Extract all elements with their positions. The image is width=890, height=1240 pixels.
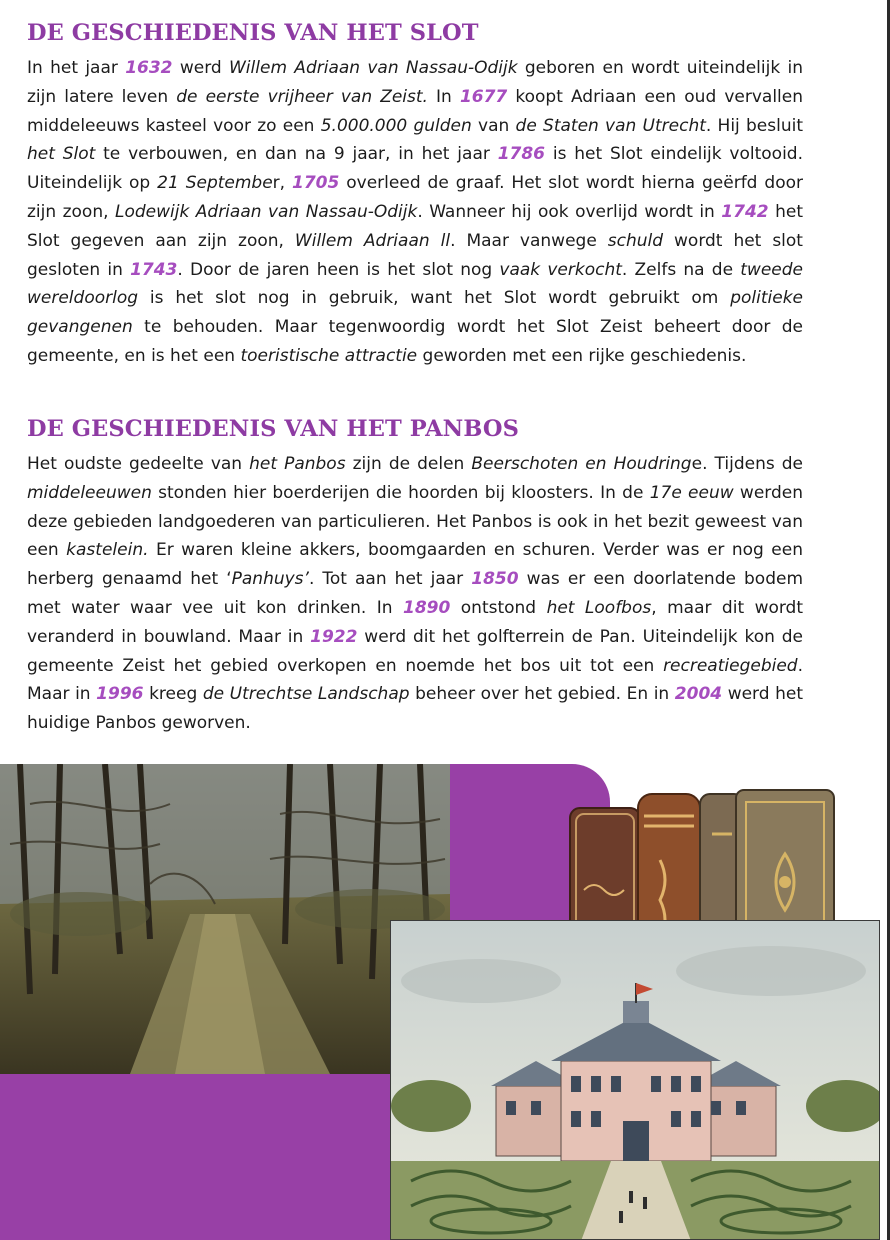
italic-text: recreatiegebied: [663, 655, 798, 676]
text-run: beheer over het gebied. En in: [409, 684, 675, 705]
text-run: ontstond: [450, 597, 547, 618]
text-run: r,: [272, 173, 292, 194]
italic-text: het Loofbos: [546, 597, 652, 618]
text-run: wordt het slot gesloten in: [27, 230, 803, 280]
italic-text: de Utrechtse Landschap: [202, 684, 410, 705]
text-run: stonden hier boerderijen die hoorden bij kloosters. In de: [151, 482, 650, 503]
text-run: Het oudste gedeelte van: [27, 454, 250, 474]
text-run: van: [471, 115, 516, 136]
year-highlight: 1996: [96, 684, 144, 705]
text-run: is het Slot eindelijk voltooid. Uiteindelijk op: [27, 144, 804, 194]
section-heading-slot: DE GESCHIEDENIS VAN HET SLOT: [27, 20, 479, 46]
italic-text: politieke gevangenen: [27, 288, 803, 338]
text-run: . Maar in: [27, 655, 803, 705]
italic-text: Willem Adriaan ll: [294, 230, 451, 251]
text-run: Er waren kleine akkers, boomgaarden en schuren. Verder was er nog een herberg genaamd het ‘: [27, 540, 803, 590]
italic-text: 21 Septembe: [157, 173, 273, 194]
forest-path-photo-icon: [0, 764, 450, 1074]
text-run: werd: [172, 58, 229, 78]
text-run: was er een doorlatende bodem met water waar vee uit kon drinken. In: [27, 569, 804, 618]
text-run: overleed de graaf. Het slot wordt hierna geërfd door zijn zoon,: [27, 173, 803, 222]
text-run: . Zelfs na de: [621, 259, 741, 280]
year-highlight: 1705: [292, 173, 340, 194]
text-run: werd dit het golfterrein de Pan. Uiteindelijk kon de gemeente Zeist het gebied overkopen en noemde het bos uit tot een: [27, 626, 803, 676]
text-run: , maar dit wordt veranderd in bouwland. Maar in: [27, 597, 804, 647]
italic-text: Panhuys’: [231, 569, 309, 590]
text-run: . Hij besluit: [705, 115, 804, 136]
text-run: kreeg: [143, 684, 203, 705]
italic-text: Willem Adriaan van Nassau-Odijk: [229, 58, 518, 78]
italic-text: 5.000.000 gulden: [320, 115, 472, 136]
text-run: is het slot nog in gebruik, want het Slot wordt gebruikt om: [138, 288, 731, 309]
italic-text: de Staten van Utrecht: [515, 115, 706, 136]
text-run: zijn de delen: [345, 454, 472, 474]
italic-text: het Panbos: [249, 454, 346, 474]
text-run: . Tot aan het jaar: [308, 569, 472, 590]
italic-text: vaak verkocht: [499, 259, 622, 280]
section-heading-panbos: DE GESCHIEDENIS VAN HET PANBOS: [27, 416, 519, 442]
year-highlight: 1786: [497, 144, 546, 165]
text-run: te behouden. Maar tegenwoordig wordt het Slot Zeist beheert door de gemeente, en is het een: [27, 317, 803, 366]
text-run: geworden met een rijke geschiedenis.: [417, 345, 747, 366]
castle-engraving-icon: [390, 920, 880, 1240]
text-run: . Door de jaren heen is het slot nog: [177, 259, 500, 280]
year-highlight: 1850: [471, 569, 519, 590]
purple-accent-band: [0, 1074, 400, 1240]
italic-text: middeleeuwen: [27, 482, 152, 503]
text-run: geboren en wordt uiteindelijk in zijn latere leven: [27, 58, 804, 107]
text-run: . Wanneer hij ook overlijd wordt in: [417, 201, 722, 222]
text-run: het Slot gegeven aan zijn zoon,: [27, 201, 803, 251]
italic-text: tweede wereldoorlog: [27, 259, 804, 309]
year-highlight: 1742: [721, 201, 769, 222]
italic-text: Beerschoten en Houdring: [471, 454, 692, 474]
text-run: werden deze gebieden landgoederen van particulieren. Het Panbos is ook in het bezit geweest van een: [27, 482, 804, 561]
section-panbos-history: [27, 416, 803, 738]
text-run: In het jaar: [27, 58, 126, 78]
paragraph-panbos: [27, 450, 803, 738]
italic-text: schuld: [607, 230, 664, 251]
italic-text: kastelein.: [66, 540, 149, 561]
year-highlight: 1890: [402, 597, 451, 618]
text-run: . Maar vanwege: [450, 230, 608, 251]
year-highlight: 1743: [130, 259, 178, 280]
italic-text: het Slot: [27, 144, 96, 165]
year-highlight: 1922: [310, 626, 358, 647]
year-highlight: 1632: [125, 58, 173, 78]
text-run: te verbouwen, en dan na 9 jaar, in het jaar: [95, 144, 498, 165]
paragraph-slot: [27, 54, 803, 371]
italic-text: toeristische attractie: [240, 345, 418, 366]
italic-text: 17e eeuw: [649, 482, 734, 503]
text-run: In: [427, 86, 460, 107]
year-highlight: 1677: [459, 86, 508, 107]
section-slot-history: [27, 20, 803, 371]
text-run: werd het huidige Panbos geworven.: [27, 684, 804, 734]
year-highlight: 2004: [674, 684, 723, 705]
italic-text: Lodewijk Adriaan van Nassau-Odijk: [114, 201, 418, 222]
text-run: koopt Adriaan een oud vervallen middeleeuws kasteel voor zo een: [27, 86, 803, 136]
text-run: e. Tijdens de: [691, 454, 804, 474]
italic-text: de eerste vrijheer van Zeist.: [176, 86, 428, 107]
